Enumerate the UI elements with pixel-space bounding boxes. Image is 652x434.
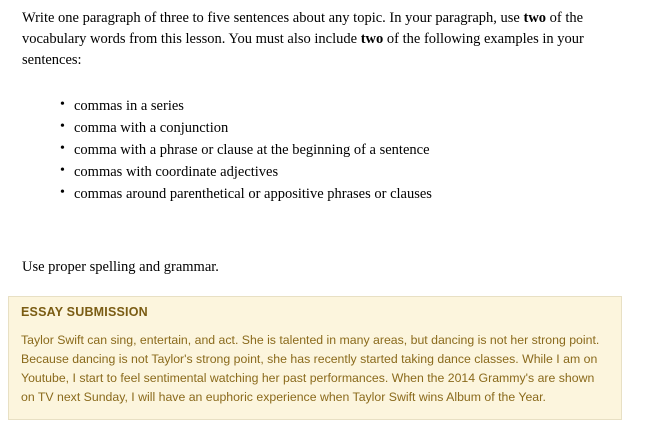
list-item: • commas around parenthetical or appositive phrases or clauses: [60, 183, 630, 205]
instructions-bold-two-first: two: [523, 10, 547, 26]
examples-list: [22, 95, 630, 205]
essay-submission-text: Taylor Swift can sing, entertain, and act. She is talented in many areas, but dancing is not her strong point. Because dancing is not Taylor's strong point, she has recently started taking dance classes. While I am on Youtube, I start to feel sentimental watching her past performances. When the 2014 Grammy's are shown on TV next Sunday, I will have an euphoric experience when Taylor Swift wins Album of the Year.: [21, 333, 600, 405]
list-item: • comma with a phrase or clause at the beginning of a sentence: [60, 139, 630, 161]
essay-submission-title: ESSAY SUBMISSION: [21, 305, 148, 320]
instructions-text-part2: of the vocabulary words from this lesson. You must also include: [22, 10, 584, 48]
instructions-text-part3: of the following examples in your sentences:: [22, 31, 584, 69]
closing-instruction: Use proper spelling and grammar.: [22, 259, 219, 276]
instructions-bold-two-second: two: [360, 31, 384, 48]
list-item: • commas in a series: [60, 95, 630, 117]
list-item: • commas with coordinate adjectives: [60, 161, 630, 183]
list-item: • comma with a conjunction: [60, 117, 630, 139]
assignment-instructions: [22, 8, 630, 71]
instructions-text-part1: Write one paragraph of three to five sentences about any topic. In your paragraph, use: [22, 10, 524, 26]
essay-submission-box: [8, 296, 622, 420]
